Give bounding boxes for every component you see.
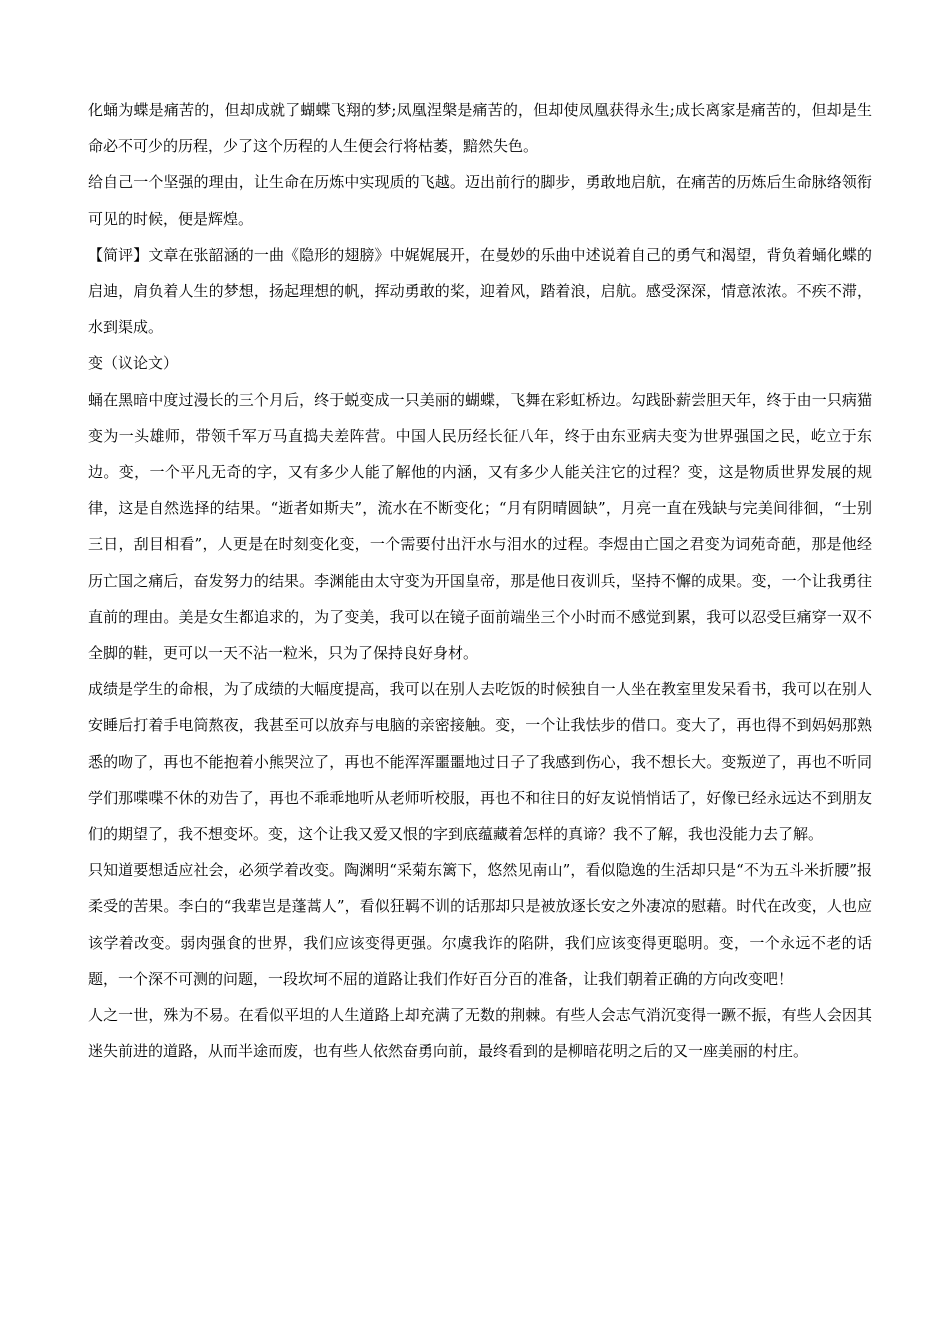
paragraph-grades: 成绩是学生的命根，为了成绩的大幅度提高，我可以在别人去吃饭的时候独自一人坐在教室里发呆看书，我可以在别人安睡后打着手电筒熬夜，我甚至可以放弃与电脑的亲密接触。变，一个让我怯步的借口。变大了，再也得不到妈妈那熟悉的吻了，再也不能抱着小熊哭泣了，再也不能浑浑噩噩地过日子了我感到伤心，我不想长大。变叛逆了，再也不听同学们那喋喋不休的劝告了，再也不乖乖地听从老师听校服，再也不和往日的好友说悄悄话了，好像已经永远达不到朋友们的期望了，我不想变坏。变，这个让我又爱又恨的字到底蕴藏着怎样的真谛？我不了解，我也没能力去了解。 xyxy=(88,680,872,844)
paragraph-butterfly-phoenix: 化蛹为蝶是痛苦的，但却成就了蝴蝶飞翔的梦;凤凰涅槃是痛苦的，但却使凤凰获得永生;成长离家是痛苦的，但却是生命必不可少的历程，少了这个历程的人生便会行将枯萎，黯然失色。 xyxy=(88,101,872,156)
paragraph-adapt-society: 只知道要想适应社会，必须学着改变。陶渊明“采菊东篱下，悠然见南山”，看似隐逸的生活却只是“不为五斗米折腰”报柔受的苦果。李白的“我辈岂是蓬蒿人”，看似狂羁不训的话那却只是被放逐长安之外凄凉的慰藉。时代在改变，人也应该学着改变。弱肉强食的世界，我们应该变得更强。尔虞我诈的陷阱，我们应该变得更聪明。变，一个永远不老的话题，一个深不可测的问题，一段坎坷不屈的道路让我们作好百分百的准备，让我们朝着正确的方向改变吧！ xyxy=(88,861,872,988)
document-body xyxy=(88,92,872,1069)
paragraph-brief-review: 【简评】文章在张韶涵的一曲《隐形的翅膀》中娓娓展开，在曼妙的乐曲中述说着自己的勇气和渴望，背负着蛹化蝶的启迪，肩负着人生的梦想，扬起理想的帆，挥动勇敢的桨，迎着风，踏着浪，启航。感受深深，情意浓浓。不疾不滞，水到渠成。 xyxy=(88,245,872,337)
paragraph-life-path: 人之一世，殊为不易。在看似平坦的人生道路上却充满了无数的荆棘。有些人会志气消沉变得一蹶不振，有些人会因其迷失前进的道路，从而半途而废，也有些人依然奋勇向前，最终看到的是柳暗花明之后的又一座美丽的村庄。 xyxy=(88,1006,872,1061)
paragraph-strong-reason: 给自己一个坚强的理由，让生命在历炼中实现质的飞越。迈出前行的脚步，勇敢地启航，在痛苦的历炼后生命脉络领衔可见的时候，便是辉煌。 xyxy=(88,173,872,228)
paragraph-change-intro: 蛹在黑暗中度过漫长的三个月后，终于蜕变成一只美丽的蝴蝶，飞舞在彩虹桥边。勾践卧薪尝胆天年，终于由一只病猫变为一头雄师，带领千军万马直捣夫差阵营。中国人民历经长征八年，终于由东亚病夫变为世界强国之民，屹立于东边。变，一个平凡无奇的字，又有多少人能了解他的内涵，又有多少人能关注它的过程？变，这是物质世界发展的规律，这是自然选择的结果。“逝者如斯夫”，流水在不断变化；“月有阴晴圆缺”，月亮一直在残缺与完美间徘徊，“士别三日，刮目相看”，人更是在时刻变化变，一个需要付出汗水与泪水的过程。李煜由亡国之君变为词苑奇葩，那是他经历亡国之痛后，奋发努力的结果。李渊能由太守变为开国皇帝，那是他日夜训兵，坚持不懈的成果。变，一个让我勇往直前的理由。美是女生都追求的，为了变美，我可以在镜子面前端坐三个小时而不感觉到累，我可以忍受巨痛穿一双不全脚的鞋，更可以一天不沾一粒米，只为了保持良好身材。 xyxy=(88,390,872,663)
essay-title: 变（议论文） xyxy=(88,354,179,373)
